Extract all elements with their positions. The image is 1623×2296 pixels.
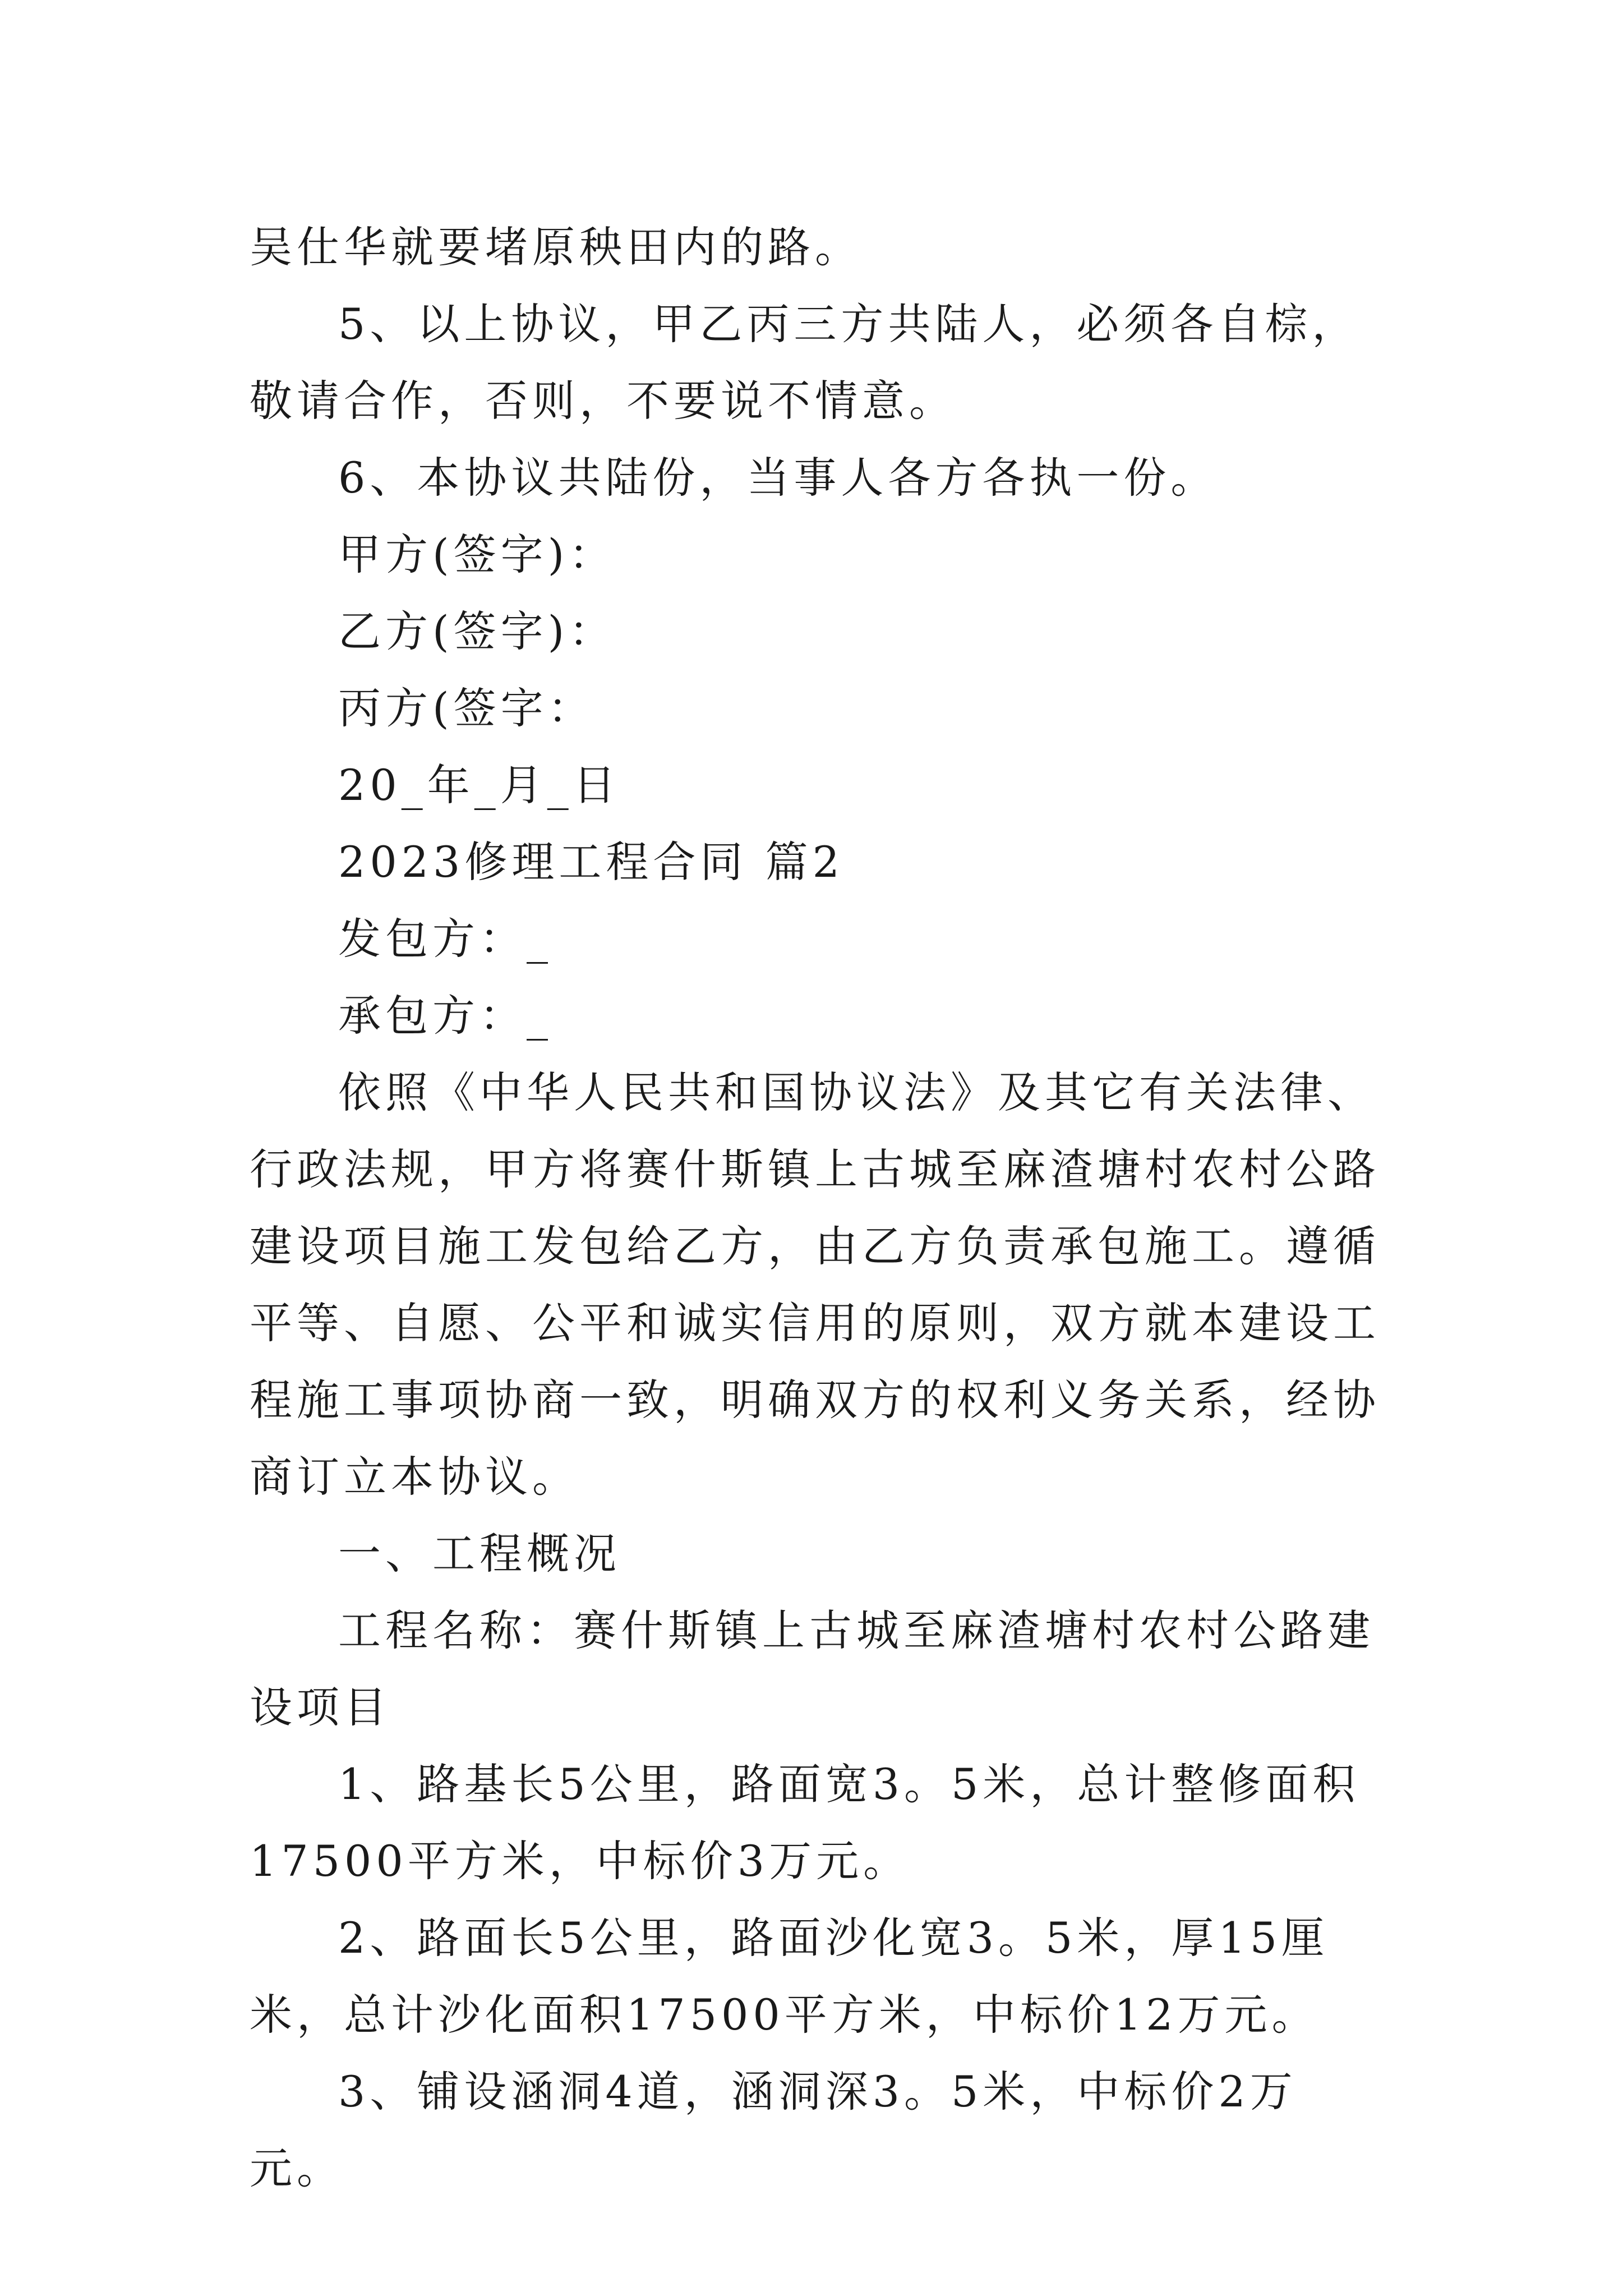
item-2: 2、路面长5公里，路面沙化宽3。5米，厚15厘米，总计沙化面积17500平方米，中标价12万元。 (250, 1913, 1329, 2040)
paragraph-continuation: 吴仕华就要堵原秧田内的路。 (250, 222, 862, 272)
item-3: 3、铺设涵洞4道，涵洞深3。5米，中标价2万元。 (250, 2067, 1297, 2193)
item-1: 1、路基长5公里，路面宽3。5米，总计整修面积17500平方米，中标价3万元。 (250, 1759, 1360, 1886)
heading-project-overview: 一、工程概况 (338, 1529, 621, 1579)
date-line: 20_年_月_日 (338, 760, 620, 810)
employer-line: 发包方：_ (338, 914, 552, 964)
contractor-line: 承包方：_ (338, 991, 552, 1041)
signature-party-b: 乙方(签字)： (338, 606, 616, 656)
project-name: 工程名称：赛什斯镇上古城至麻渣塘村农村公路建设项目 (250, 1605, 1375, 1732)
paragraph-preamble: 依照《中华人民共和国协议法》及其它有关法律、行政法规，甲方将赛什斯镇上古城至麻渣塘村农村公路建设项目施工发包给乙方，由乙方负责承包施工。遵循平等、自愿、公平和诚实信用的原则，双方就本建设工程施工事项协商一致，明确双方的权利义务关系，经协商订立本协议。 (250, 1068, 1380, 1502)
section-title: 2023修理工程合同 篇2 (338, 837, 844, 887)
signature-party-c: 丙方(签字： (338, 683, 595, 733)
signature-party-a: 甲方(签字)： (338, 530, 616, 579)
paragraph-clause-5: 5、以上协议，甲乙丙三方共陆人，必须各自棕，敬请合作，否则，不要说不情意。 (250, 299, 1359, 426)
document-body (250, 209, 1388, 2207)
paragraph-clause-6: 6、本协议共陆份，当事人各方各执一份。 (338, 453, 1218, 503)
